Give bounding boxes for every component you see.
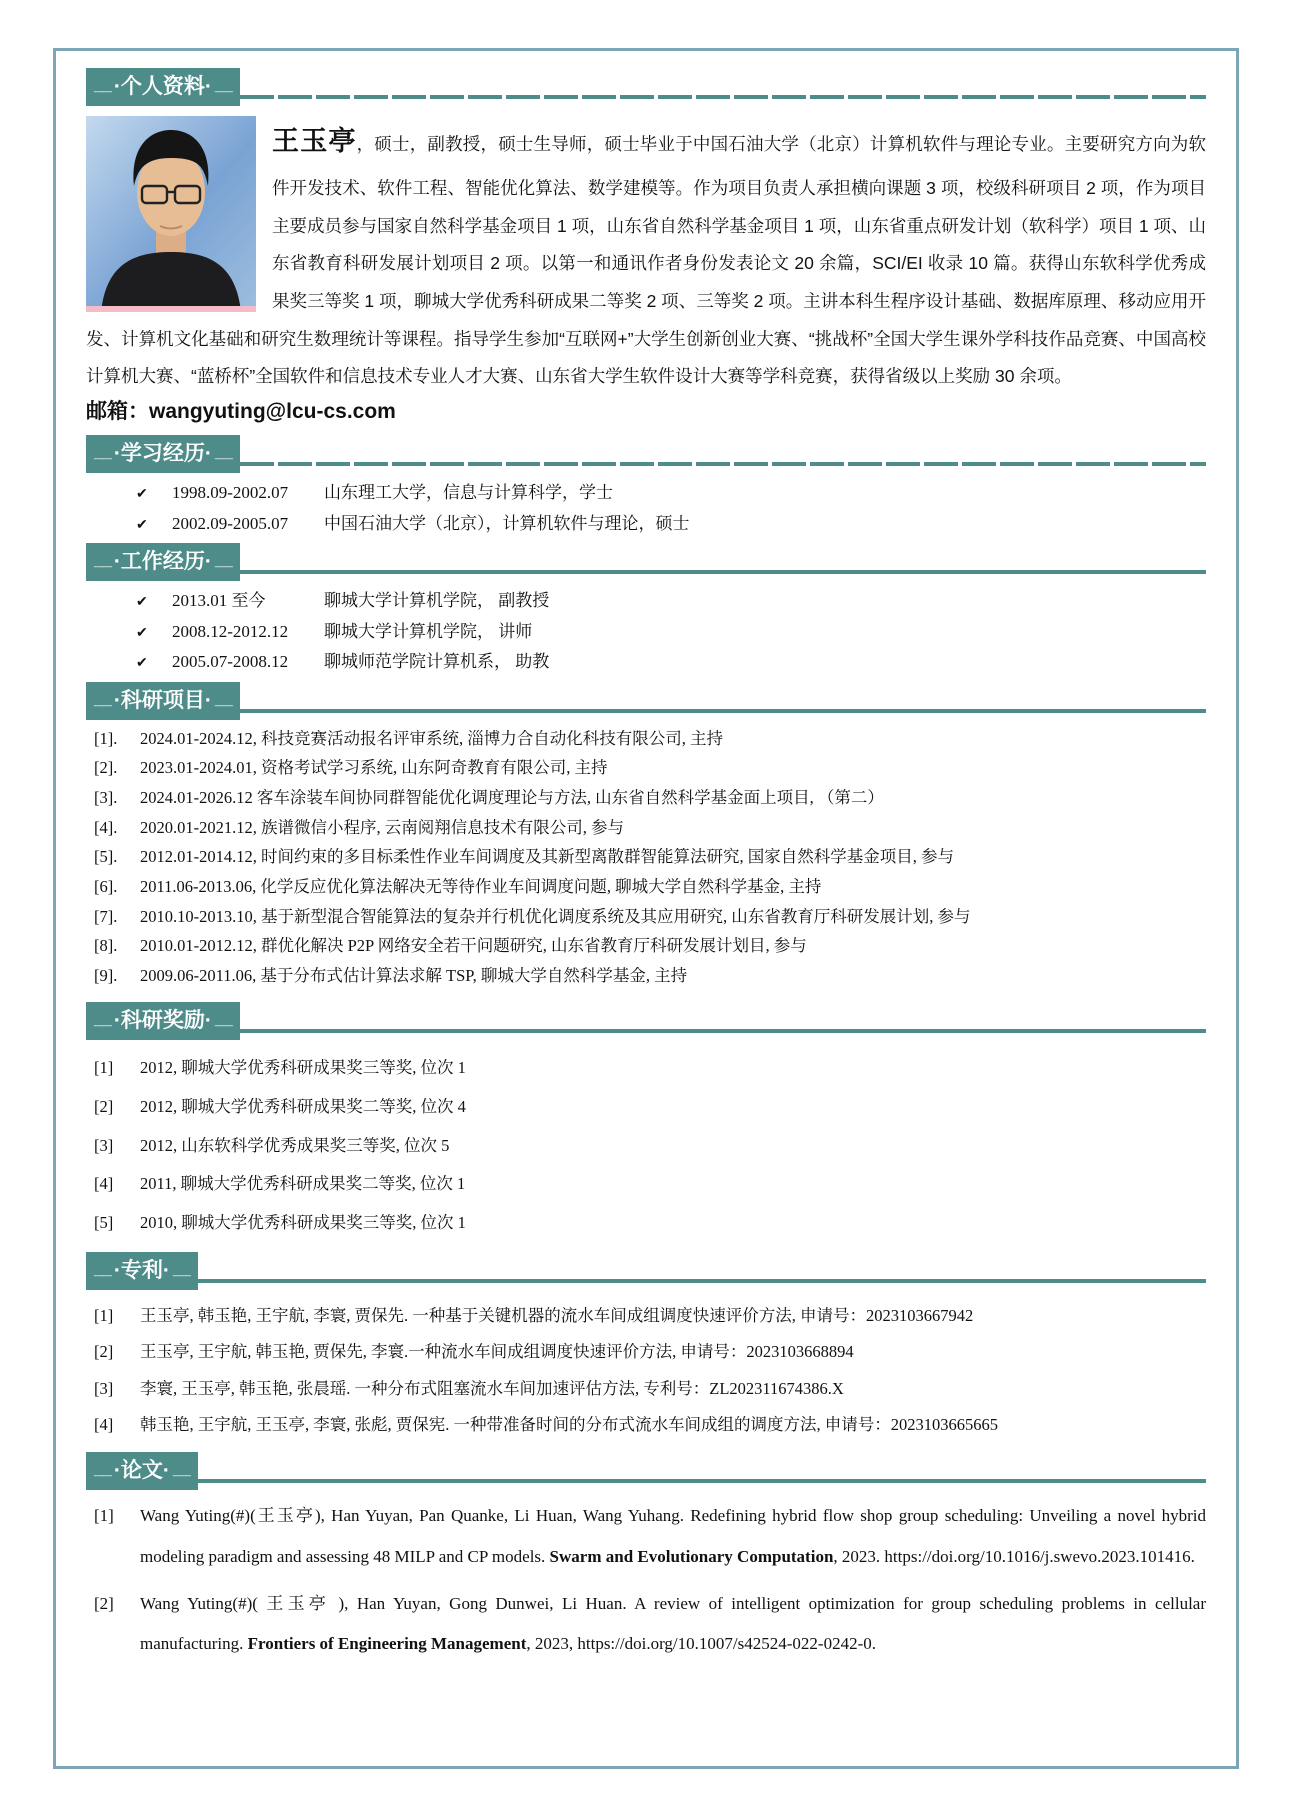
section-rule [240, 1029, 1206, 1033]
band-underscore: __ [94, 1009, 111, 1029]
project-text: 2024.01-2026.12 客车涂装车间协同群智能优化调度理论与方法, 山东省自然科学基金面上项目, （第二） [140, 788, 884, 808]
patent-item [94, 1415, 1206, 1436]
award-text: 2011, 聊城大学优秀科研成果奖二等奖, 位次 1 [140, 1174, 466, 1194]
item-index: [7]. [94, 906, 118, 926]
projects-section-title: ·科研项目· [113, 688, 212, 712]
work-item [136, 590, 1206, 612]
item-index: [6]. [94, 876, 118, 896]
patent-text: 王玉亭, 王宇航, 韩玉艳, 贾保先, 李寰.一种流水车间成组调度快速评价方法, 申请号：2023103668894 [140, 1342, 854, 1362]
work-title-band [86, 543, 240, 581]
awards-title-band [86, 1002, 240, 1040]
section-papers-header [86, 1452, 1206, 1490]
person-name: 王玉亭 [272, 126, 357, 156]
item-index: [2] [94, 1342, 114, 1362]
item-index: [5] [94, 1212, 114, 1232]
award-item [94, 1097, 1206, 1118]
work-desc: 聊城大学计算机学院， 讲师 [324, 621, 533, 641]
work-section-title: ·工作经历· [113, 550, 212, 574]
award-text: 2012, 聊城大学优秀科研成果奖二等奖, 位次 4 [140, 1097, 466, 1117]
band-underscore: __ [172, 1459, 190, 1479]
projects-list [86, 729, 1206, 987]
patents-title-band [86, 1252, 198, 1290]
award-text: 2012, 聊城大学优秀科研成果奖三等奖, 位次 1 [140, 1058, 466, 1078]
education-desc: 山东理工大学，信息与计算科学，学士 [324, 483, 613, 503]
paper-journal: Swarm and Evolutionary Computation [549, 1546, 834, 1566]
work-date: 2008.12-2012.12 [172, 621, 289, 641]
band-underscore: __ [94, 442, 111, 462]
section-education-header [86, 435, 1206, 473]
project-text: 2024.01-2024.12, 科技竞赛活动报名评审系统, 淄博力合自动化科技有限公司, 主持 [140, 728, 723, 748]
awards-section-title: ·科研奖励· [113, 1009, 212, 1033]
section-rule [240, 709, 1206, 713]
work-desc: 聊城师范学院计算机系， 助教 [324, 652, 550, 672]
project-text: 2009.06-2011.06, 基于分布式估计算法求解 TSP, 聊城大学自然科学基金, 主持 [140, 965, 688, 985]
patent-item [94, 1342, 1206, 1363]
band-underscore: __ [214, 1009, 232, 1029]
section-profile-header [86, 68, 1206, 106]
item-index: [1] [94, 1305, 114, 1325]
section-patents-header [86, 1252, 1206, 1290]
education-item [136, 482, 1206, 504]
award-item [94, 1058, 1206, 1079]
item-index: [4] [94, 1415, 114, 1435]
email-label: 邮箱： [86, 399, 149, 423]
patent-text: 韩玉艳, 王宇航, 王玉亭, 李寰, 张彪, 贾保宪. 一种带准备时间的分布式流水车间成组的调度方法, 申请号：2023103665665 [140, 1415, 998, 1435]
awards-list [86, 1058, 1206, 1233]
papers-title-band [86, 1452, 198, 1490]
check-icon: ✔ [136, 595, 148, 611]
band-underscore: __ [214, 688, 232, 708]
education-section-title: ·学习经历· [113, 442, 212, 466]
paper-citation [140, 1584, 1206, 1666]
paper-item [94, 1496, 1206, 1578]
award-item [94, 1174, 1206, 1195]
band-underscore: __ [94, 550, 111, 570]
paper-journal: Frontiers of Engineering Management [247, 1634, 527, 1654]
section-rule [240, 462, 1206, 466]
award-text: 2012, 山东软科学优秀成果奖三等奖, 位次 5 [140, 1135, 450, 1155]
item-index: [2] [94, 1097, 114, 1117]
band-underscore: __ [94, 688, 111, 708]
profile-section-title: ·个人资料· [113, 75, 212, 98]
section-awards-header [86, 1002, 1206, 1040]
project-text: 2010.10-2013.10, 基于新型混合智能算法的复杂并行机优化调度系统及其应用研究, 山东省教育厅科研发展计划, 参与 [140, 906, 971, 926]
check-icon: ✔ [136, 517, 148, 533]
project-item [94, 907, 1206, 928]
project-text: 2012.01-2014.12, 时间约束的多目标柔性作业车间调度及其新型离散群智能算法研究, 国家自然科学基金项目, 参与 [140, 847, 954, 867]
project-item [94, 818, 1206, 839]
item-index: [2]. [94, 758, 118, 778]
project-item [94, 966, 1206, 987]
email-line [86, 396, 1206, 428]
project-item [94, 847, 1206, 868]
project-item [94, 758, 1206, 779]
section-work-header [86, 543, 1206, 581]
band-underscore: __ [172, 1258, 190, 1278]
project-text: 2010.01-2012.12, 群优化解决 P2P 网络安全若干问题研究, 山东省教育厅科研发展计划目, 参与 [140, 936, 807, 956]
work-desc: 聊城大学计算机学院， 副教授 [324, 591, 550, 611]
section-rule [240, 570, 1206, 574]
project-text: 2023.01-2024.01, 资格考试学习系统, 山东阿奇教育有限公司, 主持 [140, 758, 608, 778]
check-icon: ✔ [136, 625, 148, 641]
band-underscore: __ [94, 75, 111, 94]
award-item [94, 1213, 1206, 1234]
work-item [136, 621, 1206, 643]
education-date: 2002.09-2005.07 [172, 513, 289, 533]
band-underscore: __ [214, 550, 232, 570]
education-date: 1998.09-2002.07 [172, 483, 289, 503]
work-item [136, 651, 1206, 673]
item-index: [4]. [94, 817, 118, 837]
papers-list [86, 1496, 1206, 1665]
work-date: 2005.07-2008.12 [172, 652, 289, 672]
item-index: [5]. [94, 847, 118, 867]
portrait-illustration [86, 116, 256, 312]
education-list [86, 482, 1206, 534]
paper-citation [140, 1496, 1206, 1578]
item-index: [3] [94, 1135, 114, 1155]
project-item [94, 729, 1206, 750]
award-text: 2010, 聊城大学优秀科研成果奖三等奖, 位次 1 [140, 1212, 466, 1232]
work-date: 2013.01 至今 [172, 591, 266, 611]
band-underscore: __ [214, 75, 232, 94]
profile-photo [86, 116, 256, 312]
project-item [94, 877, 1206, 898]
patent-text: 王玉亭, 韩玉艳, 王宇航, 李寰, 贾保先. 一种基于关键机器的流水车间成组调度快速评价方法, 申请号：2023103667942 [140, 1305, 974, 1325]
item-index: [3]. [94, 788, 118, 808]
item-index: [1] [94, 1506, 114, 1526]
check-icon: ✔ [136, 487, 148, 503]
paper-doi[interactable]: , 2023. https://doi.org/10.1016/j.swevo.2023.101416. [833, 1546, 1195, 1566]
section-rule [198, 1279, 1206, 1283]
paper-authors-title: Wang Yuting(#)(王玉亭), Han Yuyan, Pan Quanke, Li Huan, Wang Yuhang. Redefining hybrid flow shop group scheduling: Unveiling a novel hybrid modeling paradigm and assessing 48 MILP and CP models. [140, 1506, 1206, 1566]
section-projects-header [86, 682, 1206, 720]
projects-title-band [86, 682, 240, 720]
education-item [136, 513, 1206, 535]
project-item [94, 936, 1206, 957]
paper-item [94, 1584, 1206, 1666]
project-item [94, 788, 1206, 809]
section-rule [198, 1479, 1206, 1483]
profile-bio [86, 112, 1206, 396]
work-list [86, 590, 1206, 673]
item-index: [9]. [94, 965, 118, 985]
item-index: [8]. [94, 936, 118, 956]
resume-page [53, 48, 1239, 1769]
item-index: [1] [94, 1058, 114, 1078]
profile-title-band [86, 68, 240, 106]
patent-text: 李寰, 王玉亭, 韩玉艳, 张晨瑶. 一种分布式阻塞流水车间加速评估方法, 专利号：ZL202311674386.X [140, 1378, 844, 1398]
item-index: [4] [94, 1174, 114, 1194]
papers-section-title: ·论文· [113, 1459, 170, 1483]
profile-bio-text: ，硕士，副教授，硕士生导师，硕士毕业于中国石油大学（北京）计算机软件与理论专业。主要研究方向为软件开发技术、软件工程、智能优化算法、数学建模等。作为项目负责人承担横向课题 3 项，校级科研项目 2 项，作为项目主要成员参与国家自然科学基金项目 1 项，山东省自然科学基金项目 1 项，山东省重点研发计划（软科学）项目 1 项、山东省教育科研发展计划项目 2 项。以第一和通讯作者身份发表论文 20 余篇，SCI/EI 收录 10 篇。获得山东软科学优秀成果奖三等奖 1 项，聊城大学优秀科研成果二等奖 2 项、三等奖 2 项。主讲本科生程序设计基础、数据库原理、移动应用开发、计算机文化基础和研究生数理统计等课程。指导学生参加“互联网+”大学生创新创业大赛、“挑战杯”全国大学生课外学科技作品竞赛、中国高校计算机大赛、“蓝桥杯”全国软件和信息技术专业人才大赛、山东省大学生软件设计大赛等学科竞赛，获得省级以上奖励 30 余项。 [86, 134, 1207, 387]
award-item [94, 1136, 1206, 1157]
band-underscore: __ [94, 1258, 111, 1278]
item-index: [2] [94, 1593, 114, 1613]
check-icon: ✔ [136, 656, 148, 672]
section-rule [240, 95, 1206, 99]
education-title-band [86, 435, 240, 473]
project-text: 2020.01-2021.12, 族谱微信小程序, 云南阅翔信息技术有限公司, 参与 [140, 817, 624, 837]
email-address[interactable]: wangyuting@lcu-cs.com [149, 399, 396, 423]
band-underscore: __ [94, 1459, 111, 1479]
item-index: [3] [94, 1378, 114, 1398]
paper-doi[interactable]: , 2023, https://doi.org/10.1007/s42524-022-0242-0. [526, 1634, 876, 1654]
project-text: 2011.06-2013.06, 化学反应优化算法解决无等待作业车间调度问题, 聊城大学自然科学基金, 主持 [140, 876, 822, 896]
education-desc: 中国石油大学（北京），计算机软件与理论，硕士 [324, 513, 690, 533]
item-index: [1]. [94, 728, 118, 748]
patents-list [86, 1306, 1206, 1437]
patent-item [94, 1306, 1206, 1327]
patent-item [94, 1379, 1206, 1400]
band-underscore: __ [214, 442, 232, 462]
patents-section-title: ·专利· [113, 1258, 170, 1282]
paper-authors-title: Wang Yuting(#)( 王玉亭 ), Han Yuyan, Gong Dunwei, Li Huan. A review of intelligent optimization for group scheduling problems in cellular manufacturing. [140, 1593, 1206, 1654]
